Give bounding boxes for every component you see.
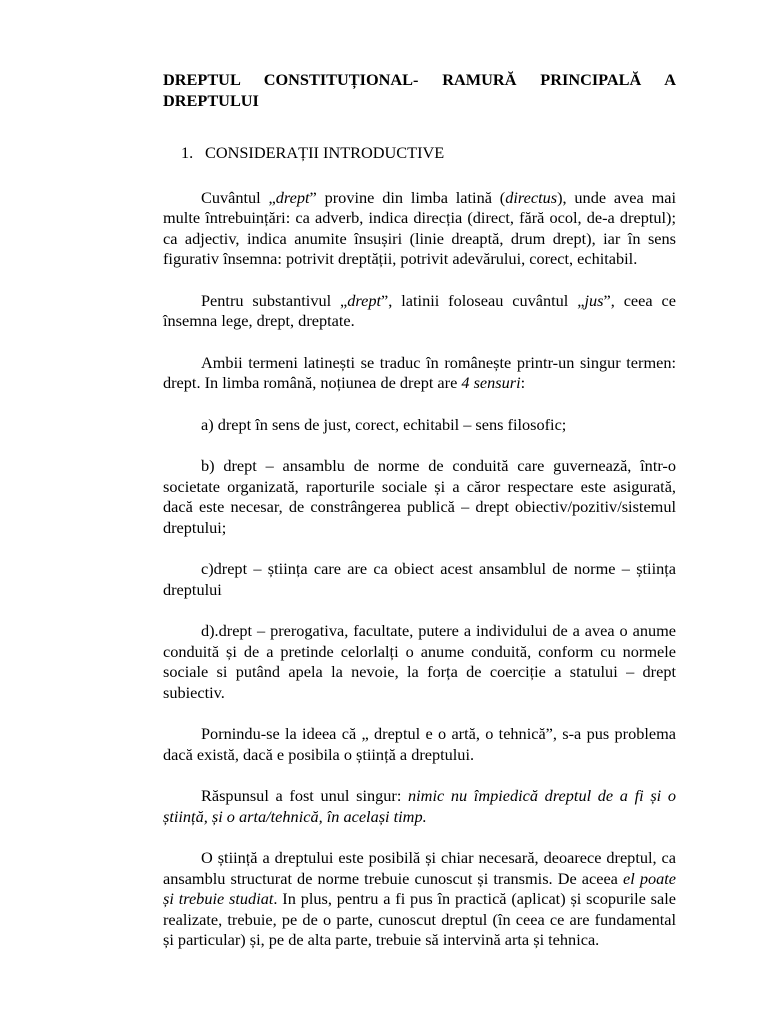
section-heading — [181, 143, 676, 164]
paragraph-sense-c: c)drept – știința care are ca obiect acest ansamblul de norme – știința dreptului — [163, 559, 676, 599]
paragraph-sense-b: b) drept – ansamblu de norme de conduită care guvernează, într-o societate organizată, raporturile sociale și a căror respectare este asigurată, dacă este necesar, de constrângerea publică – drept obiectiv/pozitiv/sistemul dreptului; — [163, 456, 676, 537]
paragraph-8: Pornindu-se la ideea că „ dreptul e o artă, o tehnică”, s-a pus problema dacă există, dacă e posibila o știință a dreptului. — [163, 724, 676, 764]
section-number: 1. — [181, 143, 194, 162]
title-line-2: DREPTULUI — [163, 90, 259, 110]
title-line-1: DREPTUL CONSTITUȚIONAL- RAMURĂ PRINCIPALĂ A — [163, 70, 676, 89]
section-title: CONSIDERAȚII INTRODUCTIVE — [205, 143, 445, 162]
paragraph-9: Răspunsul a fost unul singur: nimic nu împiedică dreptul de a fi și o știință, și o arta/tehnică, în același timp. — [163, 786, 677, 826]
document-title — [163, 70, 676, 111]
paragraph-1: Cuvântul „drept” provine din limba latină (directus), unde avea mai multe întrebuințări: ca adverb, indica direcția (direct, fără ocol, de-a dreptul); ca adjectiv, indica anumite însușiri (linie dreaptă, drum drept), iar în sens figurativ însemna: potrivit dreptății, potrivit adevărului, corect, echitabil. — [163, 187, 676, 268]
paragraph-10: O știință a dreptului este posibilă și chiar necesară, deoarece dreptul, ca ansamblu structurat de norme trebuie cunoscut și transmis. De aceea el poate și trebuie studiat. In plus, pentru a fi pus în practică (aplicat) și scopurile sale realizate, trebuie, pe de o parte, cunoscut dreptul (în ceea ce are fundamental și particular) și, pe de alta parte, trebuie să intervină arta și tehnica. — [163, 848, 676, 949]
paragraph-3: Ambii termeni latinești se traduc în românește printr-un singur termen: drept. In limba română, noțiunea de drept are 4 sensuri: — [163, 352, 676, 392]
paragraph-sense-d: d).drept – prerogativa, facultate, putere a individului de a avea o anume conduită și de a pretinde celorlalți o anume conduită, conform cu normele sociale si putând apela la nevoie, la forța de coerciție a statului – drept subiectiv. — [163, 621, 676, 702]
paragraph-2: Pentru substantivul „drept”, latinii foloseau cuvântul „jus”, ceea ce însemna lege, drept, dreptate. — [163, 290, 676, 330]
paragraph-sense-a: a) drept în sens de just, corect, echitabil – sens filosofic; — [201, 414, 567, 434]
